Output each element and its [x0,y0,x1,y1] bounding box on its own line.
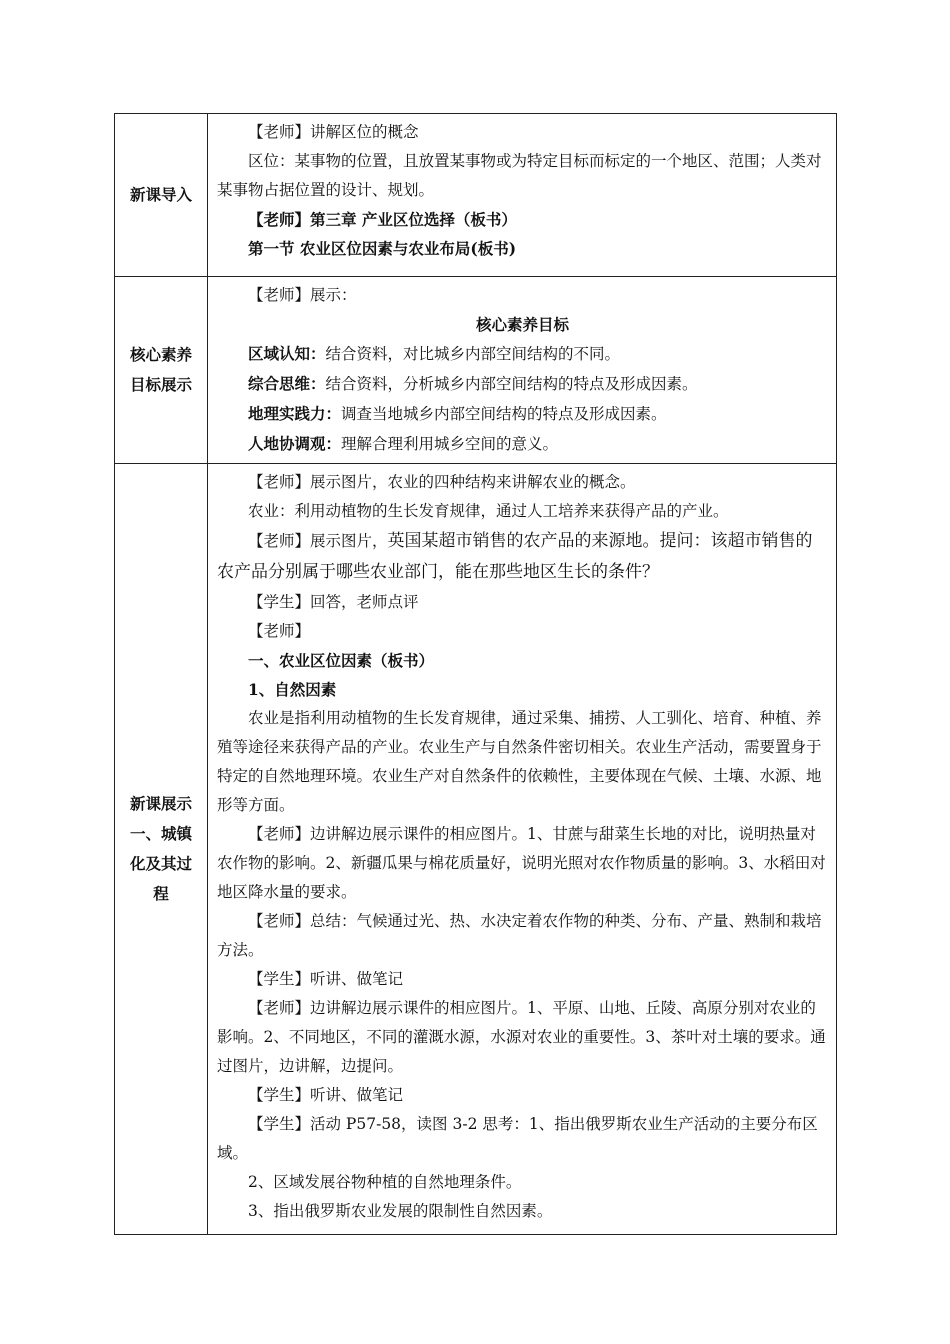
text-line: 【老师】讲解区位的概念 [248,123,419,141]
text-line: 农业：利用动植物的生长发育规律，通过人工培养来获得产品的产业。 [248,502,729,520]
lesson-plan-table [114,113,837,1235]
goals-heading: 核心素养目标 [475,315,569,334]
text-line: 区位：某事物的位置，且放置某事物或为特定目标而标定的一个地区、范围；人类对某事物占据位置的设计、规划。 [217,152,822,199]
row-content-new-lesson [208,464,837,1235]
row-label-text: 核心素养 [129,345,192,364]
text-line: 3、指出俄罗斯农业发展的限制性自然因素。 [248,1202,553,1220]
goal-item [217,369,828,399]
row-label-intro [115,114,208,277]
goal-text: 理解合理利用城乡空间的意义。 [341,435,559,453]
board-heading: 一、农业区位因素（板书） [248,651,435,670]
goal-text: 调查当地城乡内部空间结构的特点及形成因素。 [341,405,667,423]
row-label-text: 新课导入 [129,185,192,204]
text-line: 2、区域发展谷物种植的自然地理条件。 [248,1173,522,1191]
text-line: 【学生】活动 P57-58，读图 3-2 思考：1、指出俄罗斯农业生产活动的主要分布区域。 [217,1115,818,1162]
text-line: 【老师】总结：气候通过光、热、水决定着农作物的种类、分布、产量、熟制和栽培方法。 [217,912,822,959]
text-line: 【老师】展示： [248,286,357,304]
goal-item [217,339,828,369]
board-title-section: 第一节 农业区位因素与农业布局(板书) [248,239,517,258]
text-line: 【老师】边讲解边展示课件的相应图片。1、平原、山地、丘陵、高原分别对农业的影响。2、不同地区，不同的灌溉水源，水源对农业的重要性。3、茶叶对土壤的要求。通过图片，边讲解，边提问。 [217,999,826,1075]
row-label-new-lesson [115,464,208,1235]
row-content-intro [208,114,837,277]
goal-item [217,399,828,429]
goal-term: 人地协调观： [248,434,342,453]
goal-item [217,429,828,459]
text-prefix: 【老师】展示图片， [248,532,388,550]
row-content-goals [208,277,837,464]
row-label-text: 目标展示 [129,375,192,394]
board-title-chapter: 【老师】第三章 产业区位选择（板书） [248,210,517,229]
goal-term: 地理实践力： [248,404,342,423]
row-label-goals [115,277,208,464]
text-line: 【学生】回答，老师点评 [248,593,419,611]
subheading: 1、自然因素 [248,680,337,699]
text-line: 【老师】 [248,622,311,640]
table-row [115,464,837,1235]
row-label-text: 新课展示 [129,794,192,813]
text-line: 【学生】听讲、做笔记 [248,970,404,988]
row-label-text: 程 [153,884,169,903]
text-line: 【学生】听讲、做笔记 [248,1086,404,1104]
table-row [115,114,837,277]
row-label-text: 化及其过 [129,854,192,873]
text-line: 农业是指利用动植物的生长发育规律，通过采集、捕捞、人工驯化、培育、种植、养殖等途径来获得产品的产业。农业生产与自然条件密切相关。农业生产活动，需要置身于特定的自然地理环境。农业生产对自然条件的依赖性，主要体现在气候、土壤、水源、地形等方面。 [217,709,822,814]
question-text: 英国某超市销售的农产品的来源地。提问：该超市销售的农产品分别属于哪些农业部门，能在那些地区生长的条件？ [217,531,813,582]
row-label-text: 一、城镇 [129,824,192,843]
goal-text: 结合资料，对比城乡内部空间结构的不同。 [325,345,621,363]
goal-term: 综合思维： [248,374,326,393]
table-row [115,277,837,464]
goal-text: 结合资料，分析城乡内部空间结构的特点及形成因素。 [325,375,698,393]
text-line [217,526,828,588]
text-line: 【老师】边讲解边展示课件的相应图片。1、甘蔗与甜菜生长地的对比，说明热量对农作物的影响。2、新疆瓜果与棉花质量好，说明光照对农作物质量的影响。3、水稻田对地区降水量的要求。 [217,825,826,901]
goal-term: 区域认知： [248,344,326,363]
text-line: 【老师】展示图片，农业的四种结构来讲解农业的概念。 [248,473,636,491]
